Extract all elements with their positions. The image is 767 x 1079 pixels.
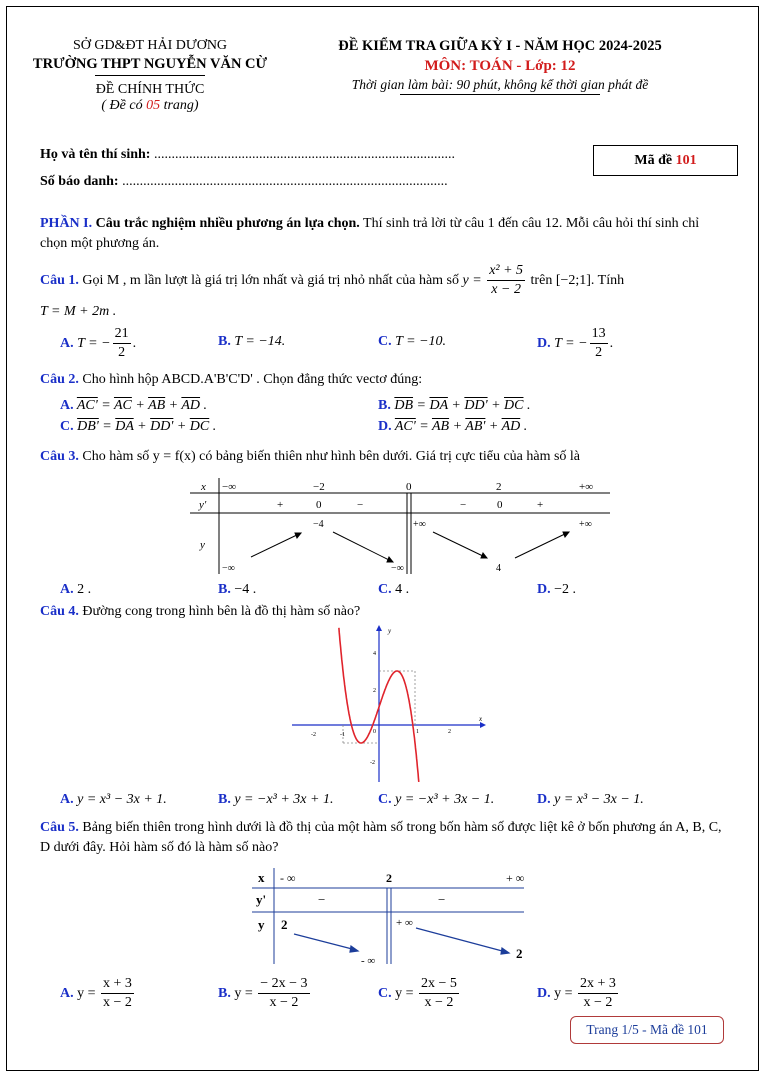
q5-d-num: 2x + 3 xyxy=(578,975,618,994)
q5-stem xyxy=(40,818,726,858)
q4-c-value: y = −x³ + 3x − 1. xyxy=(395,792,495,807)
q2-option-a[interactable]: A. $AC' = \overline{AC} + \overline{AB} + \overline{AD}$ . xyxy=(60,398,208,413)
q5-y-val: 2 xyxy=(281,917,288,932)
q3-label: Câu 3. xyxy=(40,449,79,464)
time-underline xyxy=(400,94,600,95)
q3-sign: − xyxy=(357,499,364,511)
q5-option-d[interactable] xyxy=(537,973,620,1015)
q5-a-num: x + 3 xyxy=(101,975,134,994)
q1-text-a: Gọi M , m lần lượt là giá trị lớn nhất và giá trị nhỏ nhất của hàm số xyxy=(82,273,460,288)
q2-option-b[interactable]: B. $\overline{DB} = \overline{DA} + DD' + \overline{DC}$ . xyxy=(378,398,531,413)
page-footer: Trang 1/5 - Mã đề 101 xyxy=(570,1016,724,1044)
q4-tick-x: 1 xyxy=(416,729,419,735)
q3-variation-table xyxy=(185,476,613,576)
q5-c-y: y = xyxy=(395,986,414,1001)
q1-d-den: 2 xyxy=(595,345,603,361)
q5-y-val: + ∞ xyxy=(396,917,413,929)
q4-x-label: x xyxy=(479,715,483,723)
q4-tick-x: 0 xyxy=(373,729,376,735)
q5-b-den: x − 2 xyxy=(269,995,299,1011)
q1-b-value: T = −14. xyxy=(234,334,286,349)
subject-line: MÔN: TOÁN - Lớp: 12 xyxy=(424,58,576,74)
time-line: Thời gian làm bài: 90 phút, không kể thời gian phát đề xyxy=(351,77,649,92)
header-right xyxy=(300,38,700,95)
q5-x-val: - ∞ xyxy=(280,871,296,885)
q1-option-b[interactable] xyxy=(218,334,285,350)
q5-a-frac xyxy=(101,975,134,1012)
q3-sign: 0 xyxy=(316,499,322,511)
q3-option-b[interactable] xyxy=(218,582,256,598)
q4-c-label: C. xyxy=(378,792,392,807)
q4-option-d[interactable] xyxy=(537,792,644,808)
q5-d-frac xyxy=(578,975,618,1012)
q5-c-label: C. xyxy=(378,986,392,1001)
q4-y-arrow xyxy=(376,625,382,631)
q2-text: Cho hình hộp ABCD.A'B'C'D' . Chọn đẳng thức vectơ đúng: xyxy=(82,372,423,387)
q1-option-c[interactable] xyxy=(378,334,446,350)
q5-option-c[interactable] xyxy=(378,973,461,1015)
part1-intro xyxy=(40,214,726,254)
q3-b-label: B. xyxy=(218,582,231,597)
q2-b-label: B. xyxy=(378,398,391,413)
student-id-row xyxy=(40,174,448,190)
q3-sign: 0 xyxy=(497,499,503,511)
q1-d-num: 13 xyxy=(590,325,608,344)
q1-line2: T = M + 2m . xyxy=(40,304,117,319)
q1-b-label: B. xyxy=(218,334,231,349)
q5-text: Bảng biến thiên trong hình dưới là đồ thị của một hàm số trong bốn hàm số được liệt kê ở bốn phương án A, B, C, D dưới đây. Hỏi hàm số đó là hàm số nào? xyxy=(40,820,722,855)
q4-option-a[interactable] xyxy=(60,792,167,808)
q5-d-label: D. xyxy=(537,986,551,1001)
q1-d-pre: T = − xyxy=(554,336,588,351)
q3-b-value: −4 . xyxy=(234,582,257,597)
header-underline xyxy=(95,75,205,76)
q3-sign: − xyxy=(460,499,467,511)
exam-title: ĐỀ KIỂM TRA GIỮA KỲ I - NĂM HỌC 2024-2025 xyxy=(338,38,662,54)
q3-y-val: −4 xyxy=(313,519,324,530)
q3-y-val: +∞ xyxy=(579,519,592,530)
q4-tick-x: -1 xyxy=(340,732,345,738)
exam-code-value: 101 xyxy=(675,153,697,168)
q1-num: x² + 5 xyxy=(487,262,525,281)
q1-c-value: T = −10. xyxy=(395,334,447,349)
q5-option-a[interactable] xyxy=(60,973,136,1015)
q4-tick-x: -2 xyxy=(311,732,316,738)
exam-code-label: Mã đề xyxy=(634,153,673,168)
q1-fraction xyxy=(487,262,525,299)
q3-x-val: −∞ xyxy=(222,481,237,493)
student-name-label: Họ và tên thí sinh: xyxy=(40,147,151,162)
q5-b-frac xyxy=(258,975,309,1012)
q5-b-num: − 2x − 3 xyxy=(258,975,309,994)
q1-text-b: trên [−2;1]. Tính xyxy=(530,273,625,288)
q3-y-val: +∞ xyxy=(413,519,426,530)
q4-option-c[interactable] xyxy=(378,792,494,808)
q5-x-val: 2 xyxy=(386,871,392,885)
q3-x-val: 2 xyxy=(496,481,502,493)
q3-option-a[interactable] xyxy=(60,582,91,598)
q5-a-y: y = xyxy=(77,986,96,1001)
student-name-dots[interactable]: ...................................................................................... xyxy=(153,147,455,162)
q1-a-label: A. xyxy=(60,336,74,351)
pages-prefix: ( Đề có xyxy=(101,98,147,113)
q4-d-value: y = x³ − 3x − 1. xyxy=(554,792,644,807)
q3-option-d[interactable] xyxy=(537,582,576,598)
q4-b-label: B. xyxy=(218,792,231,807)
school-name: TRƯỜNG THPT NGUYỄN VĂN CỪ xyxy=(32,56,268,72)
q4-tick-x: 2 xyxy=(448,729,451,735)
q4-a-label: A. xyxy=(60,792,74,807)
q1-stem xyxy=(40,259,730,303)
q3-x-head: x xyxy=(201,481,206,493)
q1-c-label: C. xyxy=(378,334,392,349)
pages-num: 05 xyxy=(146,98,161,113)
q5-y-head: y xyxy=(258,917,265,932)
q5-d-y: y = xyxy=(554,986,573,1001)
pages-suffix: trang) xyxy=(160,98,199,113)
q3-x-val: 0 xyxy=(406,481,412,493)
q2-a-label: A. xyxy=(60,398,74,413)
q5-sign: − xyxy=(318,892,326,907)
q2-stem xyxy=(40,372,422,388)
q3-arrows xyxy=(251,532,569,562)
student-id-dots[interactable]: ............................................................................................. xyxy=(122,174,448,189)
q1-option-a[interactable]: A. T = − $\frac{21}{2}$ . xyxy=(60,326,137,361)
q1-option-d[interactable]: D. T = − $\frac{13}{2}$ . xyxy=(537,326,614,361)
q5-c-den: x − 2 xyxy=(424,995,454,1011)
q1-a-num: 21 xyxy=(113,325,131,344)
q1-d-label: D. xyxy=(537,336,551,351)
header-left xyxy=(30,38,270,114)
q4-label: Câu 4. xyxy=(40,604,79,619)
q2-label: Câu 2. xyxy=(40,372,79,387)
q1-den: x − 2 xyxy=(491,282,521,298)
part1-bold: Câu trắc nghiệm nhiều phương án lựa chọn. xyxy=(95,216,360,231)
q5-a-den: x − 2 xyxy=(103,995,132,1011)
q4-tick-y: 2 xyxy=(373,688,376,694)
q4-b-value: y = −x³ + 3x + 1. xyxy=(234,792,334,807)
part1-text: Thí sinh trả lời từ câu 1 đến câu 12. Mỗi câu hỏi thí sinh chỉ chọn một phương án. xyxy=(40,216,700,251)
q5-b-y: y = xyxy=(234,986,253,1001)
q5-c-num: 2x − 5 xyxy=(419,975,459,994)
q4-text: Đường cong trong hình bên là đồ thị hàm số nào? xyxy=(82,604,361,619)
q5-arrows xyxy=(294,928,509,954)
q1-a-den: 2 xyxy=(118,345,126,361)
q1-a-pre: T = − xyxy=(77,336,111,351)
q3-y-head: y xyxy=(200,539,205,551)
q3-y-val: −∞ xyxy=(222,563,235,574)
q4-d-label: D. xyxy=(537,792,551,807)
q3-d-label: D. xyxy=(537,582,551,597)
student-name-row xyxy=(40,147,455,163)
q3-text: Cho hàm số y = f(x) có bảng biến thiên như hình bên dưới. Giá trị cực tiểu của hàm số là xyxy=(82,449,581,464)
q4-graph xyxy=(288,622,488,786)
q5-variation-table xyxy=(248,866,530,966)
q5-x-val: + ∞ xyxy=(506,871,525,885)
q3-x-val: +∞ xyxy=(579,481,594,493)
q4-a-value: y = x³ − 3x + 1. xyxy=(77,792,167,807)
q2-option-d[interactable]: D. $AC' = \overline{AB} + AB' + \overline{AD}$ . xyxy=(378,419,528,434)
q5-option-b[interactable] xyxy=(218,973,312,1015)
q5-x-head: x xyxy=(258,870,265,885)
q5-a-label: A. xyxy=(60,986,74,1001)
q3-a-label: A. xyxy=(60,582,74,597)
part1-title: PHẦN I. xyxy=(40,216,93,231)
q5-label: Câu 5. xyxy=(40,820,79,835)
q1-d-frac xyxy=(590,325,608,362)
q3-y-val: −∞ xyxy=(391,563,404,574)
q5-c-frac xyxy=(419,975,459,1012)
q4-tick-y: -2 xyxy=(370,760,375,766)
q5-y-val: 2 xyxy=(516,946,523,961)
q1-a-frac xyxy=(113,325,131,362)
q3-yp-head: y′ xyxy=(199,499,207,511)
q2-c-label: C. xyxy=(60,419,74,434)
q5-yp-head: y' xyxy=(256,892,267,907)
q3-sign: + xyxy=(277,499,284,511)
q2-d-label: D. xyxy=(378,419,392,434)
q3-d-value: −2 . xyxy=(554,582,577,597)
q5-b-label: B. xyxy=(218,986,231,1001)
q3-stem xyxy=(40,449,580,465)
q5-d-den: x − 2 xyxy=(583,995,613,1011)
pages-note xyxy=(30,98,270,114)
q4-tick-y: 4 xyxy=(373,651,376,657)
q5-y-val: - ∞ xyxy=(361,955,376,966)
q3-x-val: −2 xyxy=(313,481,325,493)
q4-y-label: y xyxy=(388,627,392,635)
q3-y-val: 4 xyxy=(496,563,501,574)
q3-c-value: 4 . xyxy=(395,582,410,597)
q5-sign: − xyxy=(438,892,446,907)
q1-label: Câu 1. xyxy=(40,273,79,288)
q1-y-eq: y = xyxy=(462,273,482,288)
q2-option-c[interactable]: C. $DB' = \overline{DA} + DD' + \overline{DC}$ . xyxy=(60,419,217,434)
dept-name: SỞ GD&ĐT HẢI DƯƠNG xyxy=(72,38,228,53)
q4-option-b[interactable] xyxy=(218,792,333,808)
q3-a-value: 2 . xyxy=(77,582,92,597)
q4-stem xyxy=(40,604,360,620)
student-id-label: Số báo danh: xyxy=(40,174,119,189)
q3-c-label: C. xyxy=(378,582,392,597)
q3-sign: + xyxy=(537,499,544,511)
q3-option-c[interactable] xyxy=(378,582,409,598)
exam-code-box xyxy=(593,145,738,176)
official-label: ĐỀ CHÍNH THỨC xyxy=(95,82,205,97)
